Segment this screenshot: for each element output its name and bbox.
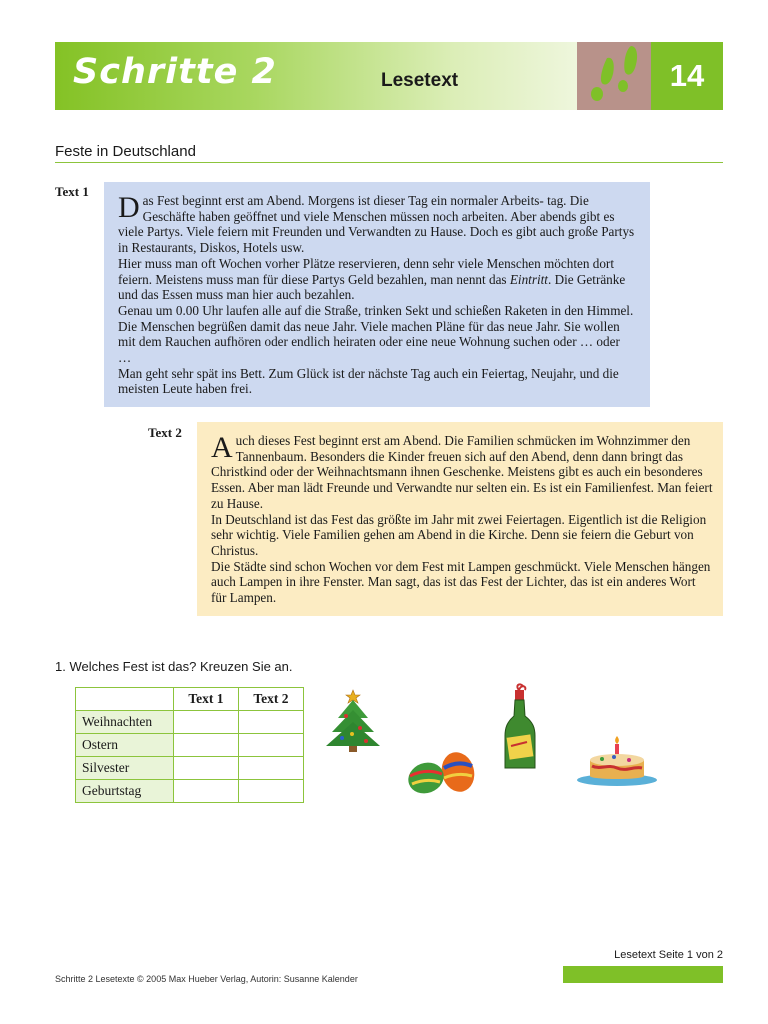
section-divider — [55, 162, 723, 163]
checkbox-cell[interactable] — [239, 734, 304, 757]
text1-para-2: Hier muss man oft Wochen vorher Plätze reservieren, denn sehr viele Menschen möchten dort feiern. Meistens muss man für diese Partys Geld bezahlen, man nennt das — [118, 255, 614, 287]
row-label-geburtstag: Geburtstag — [76, 780, 174, 803]
section-title: Feste in Deutschland — [55, 143, 196, 160]
text1-para-1: as Fest beginnt erst am Abend. Morgens ist dieser Tag ein normaler Arbeits- tag. Die Geschäfte haben geöffnet und viele Menschen müssen noch arbeiten. Aber abends gibt es viele Partys. Viele feiern mit Freunden und Verwandten zu Hause. Doch es gibt auch große Partys in Restaurants, Diskos, Hotels usw. — [118, 193, 635, 256]
checkbox-cell[interactable] — [174, 711, 239, 734]
text1-box — [104, 182, 650, 407]
checkbox-cell[interactable] — [239, 711, 304, 734]
footprints-icon — [577, 42, 651, 110]
text2-dropcap: A — [211, 431, 233, 464]
text1-dropcap: D — [118, 191, 140, 224]
column-header-text2: Text 2 — [239, 688, 304, 711]
text1-emphasis: Eintritt — [509, 271, 548, 287]
column-header-text1: Text 1 — [174, 688, 239, 711]
text1-paragraph: Man geht sehr spät ins Bett. Zum Glück ist der nächste Tag auch ein Feiertag, Neujahr, und die meisten Leute haben frei. — [118, 365, 619, 397]
text1-para-2b: . Die Getränke und das Essen muss man hier auch bezahlen. — [118, 271, 626, 303]
text1-paragraph — [118, 256, 636, 303]
copyright-notice: Schritte 2 Lesetexte © 2005 Max Hueber Verlag, Autorin: Susanne Kalender — [55, 974, 358, 984]
birthday-cake-icon — [574, 730, 660, 793]
christmas-tree-icon — [322, 686, 384, 759]
footer-green-bar — [563, 966, 723, 983]
table-row — [76, 757, 304, 780]
table-corner-cell — [76, 688, 174, 711]
text1-label: Text 1 — [55, 184, 89, 199]
table-row — [76, 780, 304, 803]
checkbox-cell[interactable] — [239, 757, 304, 780]
row-label-ostern: Ostern — [76, 734, 174, 757]
table-row — [76, 734, 304, 757]
champagne-bottle-icon — [497, 680, 541, 779]
easter-eggs-icon — [404, 746, 478, 803]
document-type-label: Lesetext — [381, 70, 459, 91]
lesson-number: 14 — [669, 58, 705, 93]
row-label-weihnachten: Weihnachten — [76, 711, 174, 734]
text2-para-1: uch dieses Fest beginnt erst am Abend. Die Familien schmücken im Wohnzimmer den Tannenbaum. Besonders die Kinder freuen sich auf den Abend, denn dann bringt das Christkind oder der Weihnachtsmann ihnen Geschenke. Meistens gibt es auch ein besonderes Essen. Aber man lädt Freunde und Verwandte nur selten ein. Es ist ein Familienfest. Man feiert zu Hause. — [211, 433, 713, 511]
checkbox-cell[interactable] — [174, 780, 239, 803]
lesson-number-box — [651, 42, 723, 110]
checkbox-cell[interactable] — [174, 734, 239, 757]
text1-paragraph: Genau um 0.00 Uhr laufen alle auf die Straße, trinken Sekt und schießen Raketen in den Himmel. Die Menschen begrüßen damit das neue Jahr. Viele machen Pläne für das neue Jahr. Sie wollen mit dem Rauchen aufhören oder endlich heiraten oder eine neue Wohnung suchen oder … oder … — [118, 302, 634, 366]
text2-paragraph: Die Städte sind schon Wochen vor dem Fest mit Lampen geschmückt. Viele Menschen hängen auch Lampen in ihre Fenster. Man sagt, das ist das Fest der Lichter, das ist ein anderes Wort für Lampen. — [211, 558, 711, 606]
table-header-row — [76, 688, 304, 711]
page-indicator: Lesetext Seite 1 von 2 — [614, 949, 723, 961]
checkbox-cell[interactable] — [239, 780, 304, 803]
text2-box — [197, 422, 723, 616]
header-banner — [55, 42, 723, 110]
brand-title: Schritte 2 — [73, 52, 277, 92]
row-label-silvester: Silvester — [76, 757, 174, 780]
text2-paragraph — [211, 433, 713, 512]
checkbox-cell[interactable] — [174, 757, 239, 780]
answer-table — [75, 687, 304, 803]
text1-paragraph — [118, 193, 636, 256]
text2-paragraph: In Deutschland ist das Fest das größte im Jahr mit zwei Feiertagen. Eigentlich ist die Religion sehr wichtig. Viele Familien gehen am Abend in die Kirche. Denn sie feiern die Geburt von Christus. — [211, 511, 707, 558]
exercise-question: 1. Welches Fest ist das? Kreuzen Sie an. — [55, 659, 293, 674]
text2-label: Text 2 — [148, 425, 182, 440]
table-row — [76, 711, 304, 734]
